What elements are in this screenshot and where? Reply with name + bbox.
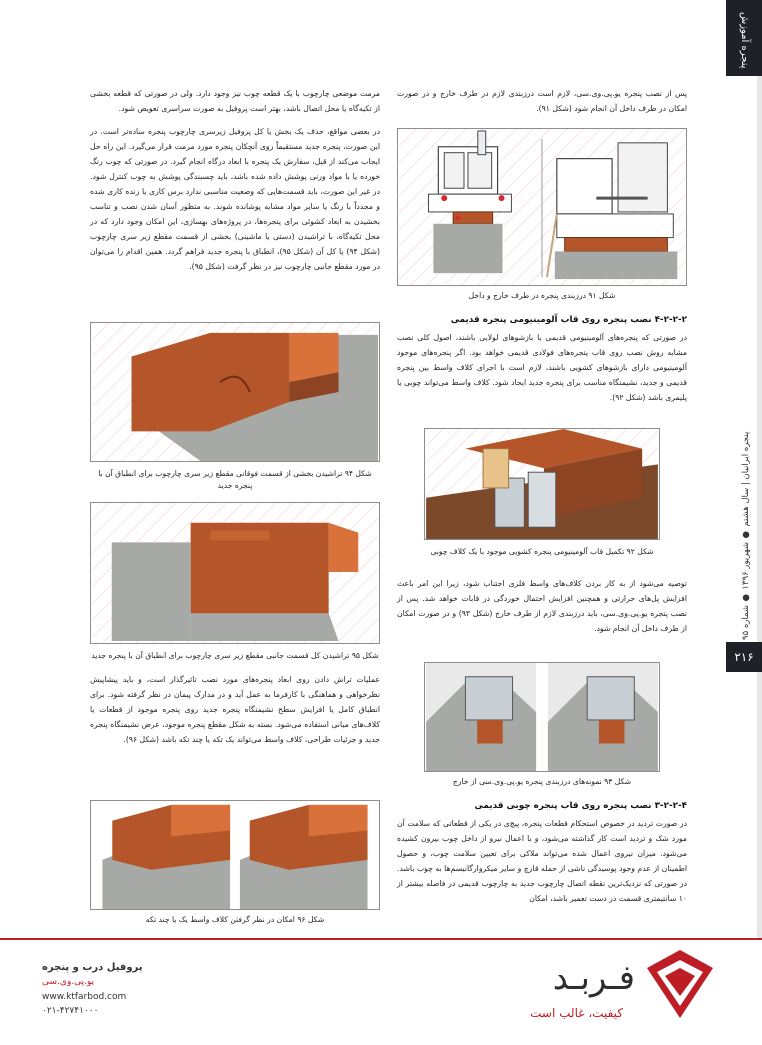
left-paragraph-3: عملیات تراش دادن روی ابعاد پنجره‌های مورد نصب تاثیرگذار است، و باید پیشاپیش نظرخواهی و هماهنگی با کارفرما به عمل آید و در مدارک پیمان در نظر گرفته شود. برای انطباق کامل یا افزایش سطح نشیمنگاه پنجره جدید روی پنجره موجود از قطعات یا کلاف‌های میانی استفاده می‌شود. بسته به شکل مقطع پنجره موجود، عرض نشیمنگاه پنجره جدید و جزئیات طراحی، کلاف واسط می‌تواند یک تکه یا چند تکه باشد (شکل ۹۶). [90,675,380,744]
figure-93-drawing [425,663,659,771]
figure-95-caption: شکل ۹۵ تراشیدن کل قسمت جانبی مقطع زیر سری چارچوب برای انطباق آن با پنجره جدید [91,651,379,660]
figure-93-caption: شکل ۹۳ نمونه‌های درزبندی پنجره یو.پی.وی.سی از خارج [452,777,632,786]
figure-91-caption: شکل ۹۱ درزبندی پنجره در طرف خارج و داخل [468,291,616,300]
section-tab-label: پنجره آموزش [739,11,750,69]
brand-slogan: کیفیت، غالب است [530,1006,623,1020]
figure-96 [90,800,380,910]
figure-95 [90,502,380,644]
figure-94-caption: شکل ۹۴ تراشیدن بخشی از قسمت فوقانی مقطع زیر سری چارچوب برای انطباق آن با پنجره جدید [98,469,372,490]
figure-96-drawing [91,801,379,909]
figure-93 [424,662,660,772]
brand-block [455,958,635,1028]
brand-logo-icon [645,948,715,1020]
website: www.ktfarbod.com [42,992,127,1002]
figure-92 [424,428,660,540]
section-wood-text: در صورت تردید در خصوص استحکام قطعات پنجره، پیچ‌ی در یکی از قطعاتی که سلامت آن مورد شک و تردید است کار گذاشته می‌شود، و با اعمال نیرو از داخل چوب بیرون کشیده می‌شود. میزان نیروی اعمال شده می‌تواند ملاکی برای تعیین سلامت چوب، و حصول اطمینان از عدم وجود پوسیدگی ناشی از حمله قارچ و سایر میکروارگانیسم‌ها به چوب باشد. در صورتی که نزدیک‌ترین نقطه اتصال چارچوب جدید به چارچوب قدیمی در فاصله بیشتر از ۱۰ سانتیمتری قسمت در دست تعمیر باشد، امکان [397,819,687,903]
section-heading-wood: ۳-۲-۲-۴ نصب پنجره روی قاب پنجره چوبی قدیمی [474,801,687,811]
figure-95-drawing [91,503,379,643]
figure-91 [397,128,687,286]
contact-subtitle: یو.پی.وی.سی [42,977,95,987]
left-paragraph-2: در بعضی مواقع، حذف یک بخش یا کل پروفیل زیرسری چارچوب پنجره ساده‌تر است. در این صورت، پنجره جدید مستقیماً روی آنچکان پنجره مورد مرمت قرار می‌گیرد. این راه حل ایجاب می‌کند از قبل، سفارش یک پنجره با ابعاد درگاه انجام گیرد. در صورتی که چوب رنگ خورده یا با مواد ورنی پوشش داده شده باشد، باید چسبندگی پوشش به چوب کنترل شود. در غیر این صورت، باید قسمت‌هایی که وضعیت مناسبی ندارد برس کاری یا رنده کاری شده و مجدداً با رنگ یا سایر مواد مشابه پوشانده شوند. به منظور آسان شدن نصب و تناسب بخشیدن به ابعاد کشوئی برای پنجره‌ها، در پروژه‌های بهسازی، این امکان وجود دارد که در محل تکیه‌گاه، با تراشیدن (دستی یا ماشینی) بخشی از قسمت مقطع زیر سری چارچوب (شکل ۹۴) یا کل آن (شکل ۹۵)، انطباق با پنجره جدید فراهم گردد. همین اقدام را می‌توان در مورد مقطع جانبی چارچوب نیز در نظر گرفت (شکل ۹۵). [90,127,380,271]
intro-paragraph: پس از نصب پنجره یو.پی.وی.سی، لازم است درزبندی لازم در طرف خارج و در صورت امکان در طرف داخل آن انجام شود (شکل ۹۱). [397,89,687,113]
figure-92-caption: شکل ۹۲ تکمیل قاب آلومینیومی پنجره کشویی موجود با یک کلاف چوبی [430,547,654,556]
contact-block [42,962,162,1016]
figure-94 [90,322,380,462]
footer-divider [0,938,762,940]
left-column [90,86,380,274]
figure-96-caption: شکل ۹۶ امکان در نظر گرفتن کلاف واسط یک یا چند تکه [145,915,325,924]
left-paragraph-1: مرمت موضعی چارچوب با یک قطعه چوب نیز وجود دارد. ولی در صورتی که قطعه بخشی از تکیه‌گاه یا محل اتصال باشد، بهتر است پروفیل به صورت سراسری تعویض شود. [90,89,380,113]
page-number: ۲۱۶ [726,642,762,672]
recommend-paragraph: توصیه می‌شود از به کار بردن کلاف‌های واسط فلزی اجتناب شود، زیرا این امر باعث افزایش پل‌های حرارتی و همچنین افزایش احتمال خوردگی در قابات خواهد شد. پس از نصب پنجره یو.پی.وی.سی، باید درزبندی لازم از طرف خارج (شکل ۹۳) و در صورت امکان از طرف داخل آن انجام شود. [397,579,688,633]
figure-94-drawing [91,323,379,461]
right-column-block-4 [397,776,687,906]
right-column-block-2 [397,290,687,405]
figure-91-drawing [398,129,686,285]
contact-title: پروفیل درب و پنجره [42,962,143,973]
section-aluminium-text: در صورتی که پنجره‌های آلومینیومی قدیمی با بازشوهای لولایی باشند، اصول کلی نصب مشابه روش نصب روی قاب پنجره‌های فولادی قدیمی خواهد بود. اگر پنجره‌های موجود آلومینیومی دارای بازشوهای کشویی باشند، لازم است با اجرای کلاف واسط بین پنجره قدیمی و جدید، نشیمنگاه مناسب برای پنجره جدید ایجاد شود. کلاف واسط می‌تواند چوبی یا پلیمری باشد (شکل ۹۲). [397,333,687,402]
phone: ۰۲۱-۴۲۷۴۱۰۰۰ [42,1006,99,1016]
left-column-block-3 [90,650,380,747]
section-heading-aluminium: ۴-۲-۲-۲ نصب پنجره روی قاب آلومینیومی پنجره قدیمی [450,315,687,325]
figure-92-drawing [425,429,659,539]
right-column-block-3 [397,546,687,636]
issue-info: پنجره ایرانیان | سال هشتم ● شهریور ۱۳۹۶ ● شماره ۹۵ [741,431,751,640]
left-column-block-2 [90,468,380,492]
left-column-block-4 [90,914,380,926]
brand-name: فـربـد [552,958,635,998]
edge-strip [757,76,762,938]
right-column [397,86,687,116]
section-tab [726,0,762,76]
